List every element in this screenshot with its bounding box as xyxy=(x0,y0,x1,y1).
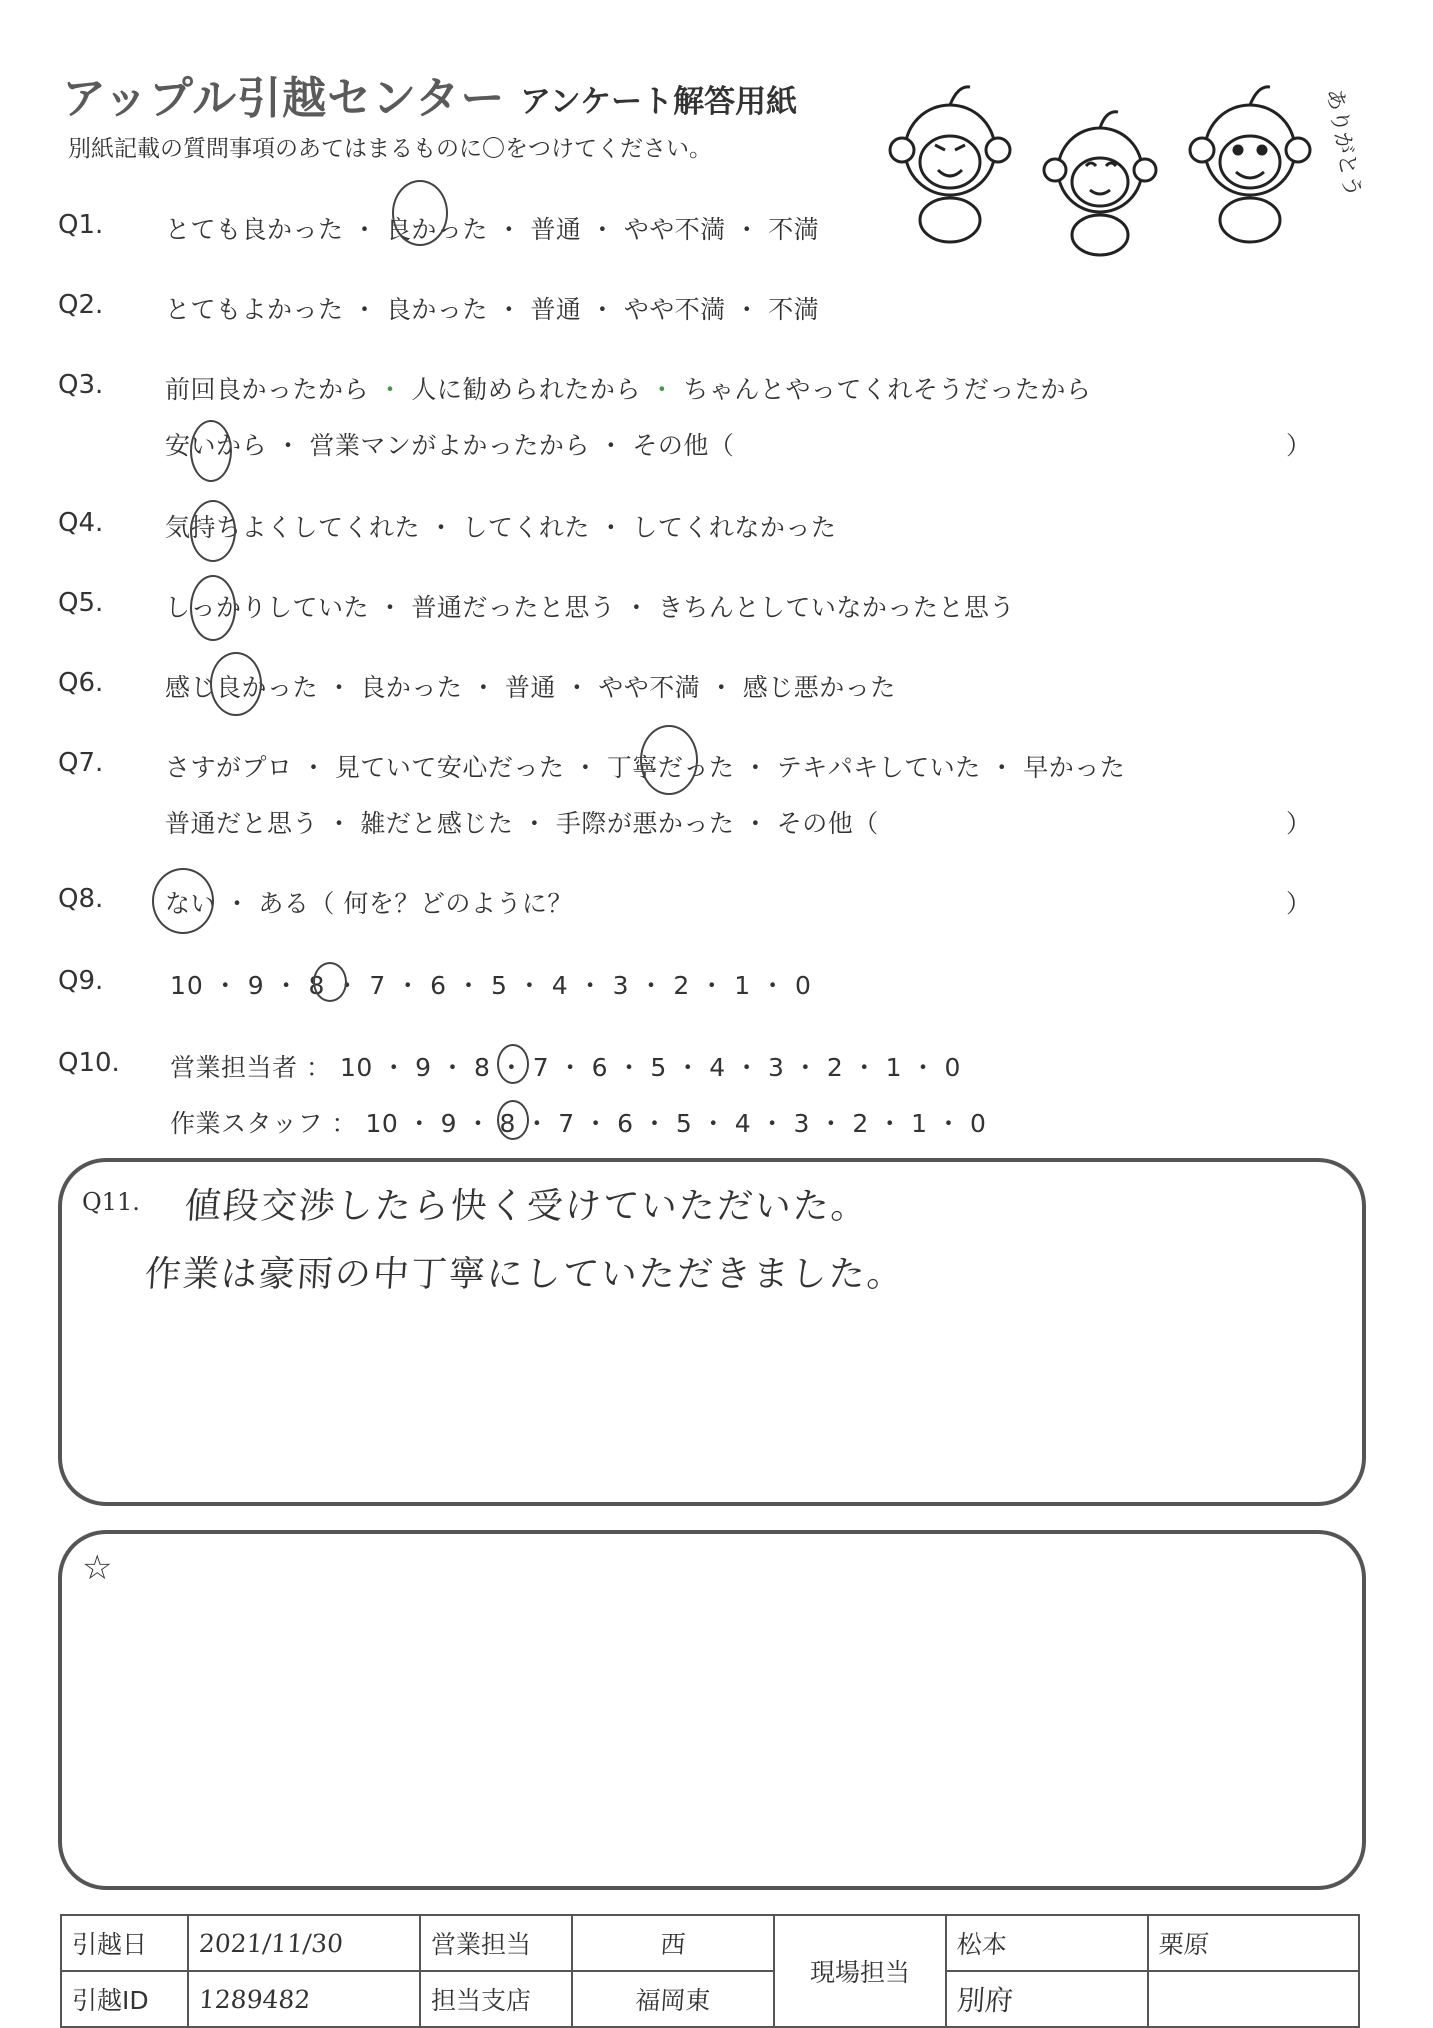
move-date-value[interactable]: 2021/11/30 xyxy=(186,1915,422,1971)
q10-sales-score-2[interactable]: 2 xyxy=(826,1053,844,1082)
q10-staff-score-2[interactable]: 2 xyxy=(852,1109,869,1138)
q11-comment-line1: 値段交渉したら快く受けていただいた。 xyxy=(183,1186,871,1227)
q3-number: Q3. xyxy=(58,370,104,400)
q3-option-1[interactable]: 前回良かったから xyxy=(165,375,370,404)
monkey-mascots-illustration xyxy=(880,70,1365,260)
company-title: アップル引越センター xyxy=(62,73,506,124)
star-icon: ☆ xyxy=(82,1548,113,1588)
q10-staff-score-3[interactable]: 3 xyxy=(793,1109,810,1138)
q10-staff-score-7[interactable]: 7 xyxy=(558,1109,575,1138)
q1-option-5[interactable]: 不満 xyxy=(768,215,820,244)
q10-sales-score-0[interactable]: 0 xyxy=(944,1053,961,1082)
q10-staff-score-6[interactable]: 6 xyxy=(617,1109,634,1138)
site-staff-4[interactable] xyxy=(1146,1971,1361,2027)
q8-selection-circle xyxy=(152,868,217,934)
q5-options: しっかりしていた ・ 普通だったと思う ・ きちんとしていなかったと思う xyxy=(165,593,1015,622)
q6-selection-circle xyxy=(210,652,262,716)
q9-score-4[interactable]: 4 xyxy=(551,971,569,1000)
q10-sales-colon: ： xyxy=(305,1053,332,1082)
q10-sales-score-5[interactable]: 5 xyxy=(650,1053,667,1082)
q7-option-2[interactable]: 見ていて安心だった xyxy=(334,753,565,782)
q10-staff-score-10[interactable]: 10 xyxy=(365,1109,399,1138)
q3-option-2[interactable]: 人に勧められたから xyxy=(411,375,641,404)
q1-options: とても良かった ・ 良かった ・ 普通 ・ やや不満 ・ 不満 xyxy=(165,215,820,244)
footer-info-table xyxy=(60,1914,1360,2028)
q6-number: Q6. xyxy=(58,668,104,698)
q7-number: Q7. xyxy=(58,748,104,778)
q11-comment-line2: 作業は豪雨の中丁寧にしていただきました。 xyxy=(143,1254,907,1295)
q8-option-2[interactable]: ある（ 何を？どのように？ xyxy=(258,889,573,918)
q10-sales-selection-circle xyxy=(497,1044,529,1084)
q7-option-7[interactable]: 雑だと感じた xyxy=(360,809,514,838)
sales-label: 営業担当 xyxy=(420,1915,572,1971)
q10-staff-selection-circle xyxy=(497,1100,529,1140)
q10-staff-score-8[interactable]: 8 xyxy=(499,1109,516,1138)
q3-close-paren: ） xyxy=(1286,431,1312,460)
q8-option-1[interactable]: ない xyxy=(165,889,217,918)
q7-close-paren: ） xyxy=(1286,809,1312,838)
thanks-text: ありがとう xyxy=(1321,86,1365,200)
q2-option-3[interactable]: 普通 xyxy=(530,295,582,324)
q5-number: Q5. xyxy=(58,588,104,618)
q10-staff-score-9[interactable]: 9 xyxy=(440,1109,458,1138)
q10-sales-score-4[interactable]: 4 xyxy=(709,1053,726,1082)
q8-close-paren: ） xyxy=(1286,889,1312,918)
q9-score-10[interactable]: 10 xyxy=(170,971,204,1000)
q4-option-2[interactable]: してくれた xyxy=(462,513,590,542)
q10-staff-row: 作業スタッフ ： 10 ・ 9 ・ 8 ・ 7 ・ 6 ・ 5 ・ 4 ・ 3 ・ 2 ・ 1 ・ 0 xyxy=(170,1109,987,1138)
instruction-text: 別紙記載の質問事項のあてはまるものに〇をつけてください。 xyxy=(68,136,712,162)
q8-number: Q8. xyxy=(58,884,104,914)
site-staff-2[interactable]: 栗原 xyxy=(1146,1915,1361,1971)
q10-sales-score-10[interactable]: 10 xyxy=(339,1053,373,1082)
q4-number: Q4. xyxy=(58,508,104,538)
q6-option-3[interactable]: 普通 xyxy=(504,673,556,702)
q3-options-line2: 安いから ・ 営業マンがよかったから ・ その他（ xyxy=(165,431,735,460)
monkey-2 xyxy=(1044,112,1156,255)
q3-option-other[interactable]: その他（ xyxy=(632,431,735,460)
q3-option-4[interactable]: 安いから xyxy=(165,431,268,460)
q9-score-9[interactable]: 9 xyxy=(247,971,265,1000)
q10-staff-score-4[interactable]: 4 xyxy=(734,1109,752,1138)
q7-option-5[interactable]: 早かった xyxy=(1023,753,1126,782)
q5-selection-circle xyxy=(190,575,236,641)
q7-option-other[interactable]: その他（ xyxy=(776,809,879,838)
q7-selection-circle xyxy=(640,725,698,795)
q9-number: Q9. xyxy=(58,966,104,996)
form-title: アンケート解答用紙 xyxy=(520,84,798,120)
q8-options: ない ・ ある（ 何を？どのように？ xyxy=(165,889,573,918)
q2-options: とてもよかった ・ 良かった ・ 普通 ・ やや不満 ・ 不満 xyxy=(165,295,820,324)
q5-option-3[interactable]: きちんとしていなかったと思う xyxy=(657,593,1015,622)
q3-options-line1: 前回良かったから ・ 人に勧められたから ・ ちゃんとやってくれそうだったから xyxy=(165,375,1092,404)
q10-staff-label: 作業スタッフ xyxy=(170,1109,324,1138)
q10-sales-label: 営業担当者 xyxy=(170,1053,298,1082)
q7-option-6[interactable]: 普通だと思う xyxy=(165,809,319,838)
q2-option-1[interactable]: とてもよかった xyxy=(165,295,344,324)
q3-selection-circle xyxy=(190,420,232,482)
site-staff-3[interactable]: 別府 xyxy=(944,1971,1150,2027)
q10-staff-score-5[interactable]: 5 xyxy=(675,1109,693,1138)
q9-selection-circle xyxy=(313,962,347,1002)
site-staff-1[interactable]: 松本 xyxy=(944,1915,1150,1971)
q10-staff-score-0[interactable]: 0 xyxy=(969,1109,987,1138)
q4-option-1[interactable]: 気持ちよくしてくれた xyxy=(165,513,421,542)
q9-score-3[interactable]: 3 xyxy=(612,971,630,1000)
q4-selection-circle xyxy=(190,500,236,562)
q1-option-1[interactable]: とても良かった xyxy=(165,215,344,244)
q4-option-3[interactable]: してくれなかった xyxy=(632,513,837,542)
q10-sales-score-6[interactable]: 6 xyxy=(591,1053,608,1082)
q10-staff-colon: ： xyxy=(331,1109,357,1138)
q2-option-4[interactable]: やや不満 xyxy=(623,295,726,324)
q10-sales-score-3[interactable]: 3 xyxy=(768,1053,785,1082)
q5-option-2[interactable]: 普通だったと思う xyxy=(411,593,616,622)
q6-option-1[interactable]: 感じ良かった xyxy=(165,673,319,702)
q10-sales-score-1[interactable]: 1 xyxy=(885,1053,903,1082)
q11-label: Q11. xyxy=(82,1188,140,1216)
q6-option-4[interactable]: やや不満 xyxy=(598,673,701,702)
q9-score-1[interactable]: 1 xyxy=(734,971,752,1000)
site-staff-label: 現場担当 xyxy=(774,1915,946,2027)
q10-sales-row: 営業担当者 ： 10 ・ 9 ・ 8 ・ 7 ・ 6 ・ 5 ・ 4 ・ 3 ・ 2 ・ 1 ・ 0 xyxy=(170,1053,961,1082)
q10-staff-score-1[interactable]: 1 xyxy=(911,1109,928,1138)
q1-option-4[interactable]: やや不満 xyxy=(623,215,726,244)
q9-score-6[interactable]: 6 xyxy=(430,971,448,1000)
q2-number: Q2. xyxy=(58,290,104,320)
q2-option-2[interactable]: 良かった xyxy=(385,295,488,324)
q9-score-5[interactable]: 5 xyxy=(490,971,508,1000)
q1-option-3[interactable]: 普通 xyxy=(530,215,582,244)
monkey-1 xyxy=(890,87,1010,242)
q10-sales-score-8[interactable]: 8 xyxy=(473,1053,491,1082)
q6-options: 感じ良かった ・ 良かった ・ 普通 ・ やや不満 ・ 感じ悪かった xyxy=(165,673,896,702)
q1-option-2[interactable]: 良かった xyxy=(385,215,488,244)
q10-sales-score-9[interactable]: 9 xyxy=(415,1053,432,1082)
q7-options-line2: 普通だと思う ・ 雑だと感じた ・ 手際が悪かった ・ その他（ xyxy=(165,809,879,838)
q10-sales-score-7[interactable]: 7 xyxy=(532,1053,550,1082)
q9-score-7[interactable]: 7 xyxy=(369,971,387,1000)
branch-name-value[interactable]: 福岡東 xyxy=(570,1971,776,2027)
sales-name-value[interactable]: 西 xyxy=(570,1915,776,1971)
q9-score-2[interactable]: 2 xyxy=(673,971,691,1000)
q7-option-4[interactable]: テキパキしていた xyxy=(776,753,981,782)
move-date-label: 引越日 xyxy=(61,1915,188,1971)
extra-comment-box[interactable] xyxy=(58,1530,1366,1890)
q6-option-2[interactable]: 良かった xyxy=(360,673,463,702)
q1-selection-circle xyxy=(392,180,448,246)
monkey-3 xyxy=(1190,87,1310,242)
q9-score-0[interactable]: 0 xyxy=(795,971,812,1000)
q10-number: Q10. xyxy=(58,1048,120,1078)
q3-option-3[interactable]: ちゃんとやってくれそうだったから xyxy=(683,375,1092,404)
q2-option-5[interactable]: 不満 xyxy=(768,295,820,324)
q3-option-5[interactable]: 営業マンがよかったから xyxy=(309,431,590,460)
branch-label: 担当支店 xyxy=(420,1971,572,2027)
q6-option-5[interactable]: 感じ悪かった xyxy=(742,673,896,702)
q9-scale: 10 ・ 9 ・ 8 ・ 7 ・ 6 ・ 5 ・ 4 ・ 3 ・ 2 ・ 1 ・ 0 xyxy=(170,971,812,1000)
q4-options: 気持ちよくしてくれた ・ してくれた ・ してくれなかった xyxy=(165,513,837,542)
q1-number: Q1. xyxy=(58,210,104,240)
q7-option-8[interactable]: 手際が悪かった xyxy=(555,809,735,838)
q7-option-1[interactable]: さすがプロ xyxy=(165,753,293,782)
q7-option-3[interactable]: 丁寧だった xyxy=(606,753,735,782)
q9-score-8[interactable]: 8 xyxy=(308,971,326,1000)
q5-option-1[interactable]: しっかりしていた xyxy=(165,593,370,622)
move-id-value[interactable]: 1289482 xyxy=(186,1971,422,2027)
q7-options-line1: さすがプロ ・ 見ていて安心だった ・ 丁寧だった ・ テキパキしていた ・ 早かった xyxy=(165,753,1126,782)
move-id-label: 引越ID xyxy=(61,1971,188,2027)
